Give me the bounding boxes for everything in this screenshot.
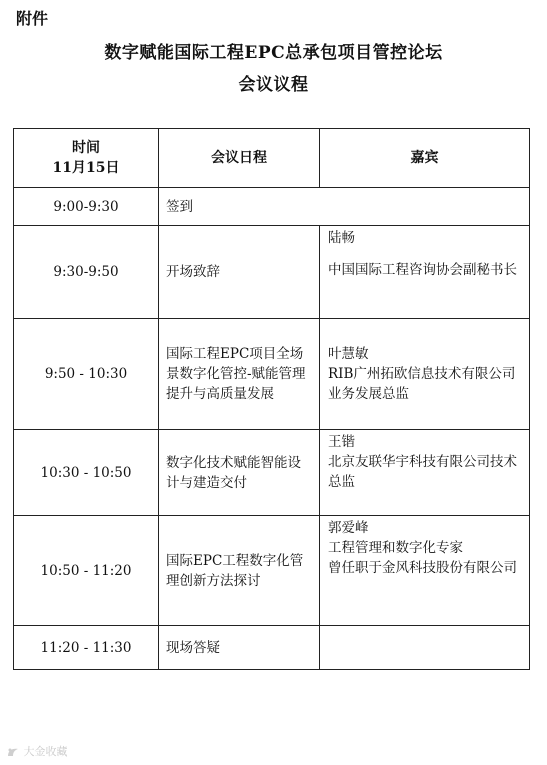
page-title: 数字赋能国际工程EPC总承包项目管控论坛	[104, 43, 443, 63]
table-row	[14, 516, 530, 626]
guest-name: 陆畅	[328, 230, 355, 246]
watermark	[6, 743, 68, 759]
row-topic: 国际工程EPC项目全场景数字化管控-赋能管理提升与高质量发展	[159, 319, 320, 430]
row-guest	[320, 516, 530, 626]
page-subtitle: 会议议程	[238, 75, 309, 95]
header-date-label: 11月15日	[52, 160, 120, 176]
header-guest: 嘉宾	[320, 129, 530, 188]
row-topic: 现场答疑	[159, 626, 320, 670]
guest-title: 北京友联华宇科技有限公司技术总监	[328, 454, 517, 490]
row-time: 9:30-9:50	[14, 226, 159, 319]
table-row	[14, 430, 530, 516]
watermark-logo-icon	[6, 746, 20, 758]
row-time: 10:30 - 10:50	[14, 430, 159, 516]
table-row	[14, 319, 530, 430]
attachment-label: 附件	[16, 9, 49, 28]
guest-title: 工程管理和数字化专家	[328, 540, 463, 556]
row-time: 9:00-9:30	[14, 188, 159, 226]
row-guest	[320, 430, 530, 516]
guest-name: 叶慧敏	[328, 346, 369, 362]
row-time: 9:50 - 10:30	[14, 319, 159, 430]
row-time: 11:20 - 11:30	[14, 626, 159, 670]
header-agenda: 会议日程	[159, 129, 320, 188]
row-guest	[320, 226, 530, 319]
row-guest	[320, 626, 530, 670]
table-row	[14, 226, 530, 319]
row-topic: 国际EPC工程数字化管理创新方法探讨	[159, 516, 320, 626]
header-time-label: 时间	[72, 140, 100, 156]
guest-name: 郭爱峰	[328, 520, 369, 536]
header-time	[14, 129, 159, 188]
row-topic: 数字化技术赋能智能设计与建造交付	[159, 430, 320, 516]
row-topic: 开场致辞	[159, 226, 320, 319]
guest-former-position: 曾任职于金风科技股份有限公司	[328, 560, 517, 576]
table-header-row	[14, 129, 530, 188]
table-row	[14, 188, 530, 226]
guest-title: RIB广州拓欧信息技术有限公司业务发展总监	[328, 366, 516, 402]
guest-title: 中国国际工程咨询协会副秘书长	[328, 262, 517, 278]
table-row	[14, 626, 530, 670]
row-time: 10:50 - 11:20	[14, 516, 159, 626]
agenda-table	[13, 128, 530, 670]
row-topic: 签到	[159, 188, 530, 226]
watermark-text: 大金收藏	[23, 745, 68, 758]
guest-name: 王锴	[328, 434, 355, 450]
row-guest	[320, 319, 530, 430]
